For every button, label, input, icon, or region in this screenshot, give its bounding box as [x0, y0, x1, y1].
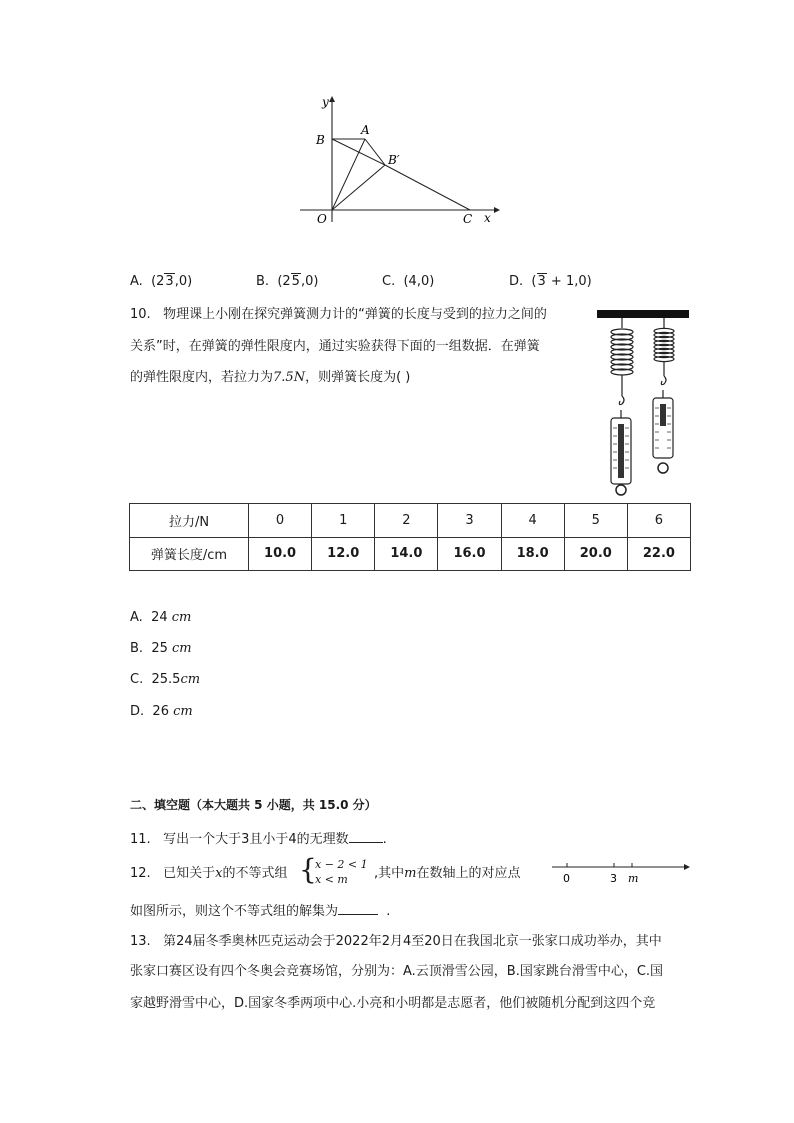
question-text: 写出一个大于3且小于4的无理数 — [163, 832, 349, 847]
option-pre: (2 — [277, 274, 291, 289]
question-text: ，则弹簧长度为( ) — [305, 370, 411, 385]
force-value: 7.5N — [273, 370, 306, 385]
question-text: 第24届冬季奥林匹克运动会于2022年2月4至20日在我国北京一张家口成功举办，其中 — [163, 934, 662, 949]
label-B: B — [316, 133, 325, 147]
question-text: 的不等式组 — [222, 866, 288, 881]
right-spring — [654, 328, 674, 361]
option-letter: A. — [130, 274, 143, 289]
table-cell: 5 — [564, 504, 627, 538]
table-cell: 2 — [375, 504, 438, 538]
option-letter: C. — [382, 274, 396, 289]
table-cell: 22.0 — [627, 537, 690, 571]
row-header-length: 弹簧长度/cm — [130, 537, 249, 571]
option-letter: D. — [509, 274, 524, 289]
table-row — [130, 537, 691, 571]
option-post: ,0) — [300, 274, 319, 289]
q10-line-2: 关系”时，在弹簧的弹性限度内，通过实验获得下面的一组数据．在弹簧 — [130, 339, 540, 354]
q9-option-a — [130, 274, 192, 289]
answer-blank[interactable] — [338, 902, 378, 915]
right-ring — [658, 463, 668, 473]
left-spring — [611, 329, 633, 375]
left-ring — [616, 485, 626, 495]
label-C: C — [463, 212, 473, 226]
q12-line-1b — [374, 865, 520, 883]
option-letter: D. — [130, 704, 145, 719]
q12-line-1 — [130, 865, 287, 883]
option-post: ,0) — [174, 274, 193, 289]
sqrt-radicand: 3 — [537, 274, 546, 289]
table-cell: 0 — [249, 504, 312, 538]
q12-line-2 — [130, 902, 390, 921]
question-number: 13. — [130, 934, 151, 949]
option-letter: C. — [130, 672, 144, 687]
option-post: + 1,0) — [546, 274, 592, 289]
sqrt-radicand: 5 — [291, 274, 300, 289]
support-bar — [597, 310, 689, 318]
option-pre: ( — [531, 274, 537, 289]
sqrt-radicand: 3 — [165, 274, 174, 289]
variable-x: x — [215, 866, 223, 881]
x-axis-arrow — [494, 207, 500, 213]
q10-line-1 — [130, 306, 547, 324]
variable-m: m — [404, 866, 417, 881]
q10-option-c — [130, 672, 200, 687]
q10-option-b — [130, 641, 192, 656]
segment-OA — [332, 139, 365, 210]
table-cell: 16.0 — [438, 537, 501, 571]
option-unit: cm — [180, 672, 201, 687]
label-m: m — [628, 872, 639, 885]
system-brace: { — [299, 853, 317, 886]
number-line-arrow — [684, 864, 690, 870]
spring-data-table — [129, 503, 691, 571]
question-number: 11. — [130, 832, 151, 847]
table-cell: 6 — [627, 504, 690, 538]
segment-AB' — [365, 139, 385, 165]
q10-line-3 — [130, 369, 410, 387]
option-unit: cm — [172, 641, 192, 656]
label-3: 3 — [610, 872, 617, 885]
option-letter: A. — [130, 610, 143, 625]
question-text: 在数轴上的对应点 — [416, 866, 521, 881]
left-scale-window — [618, 424, 624, 478]
option-pre: (2 — [151, 274, 165, 289]
left-hook — [619, 396, 624, 405]
q11-line — [130, 830, 387, 849]
table-cell: 14.0 — [375, 537, 438, 571]
table-cell: 1 — [312, 504, 375, 538]
right-scale-window — [660, 404, 666, 426]
question-end: . — [382, 832, 387, 847]
label-0: 0 — [563, 872, 570, 885]
table-row — [130, 504, 691, 538]
table-cell: 4 — [501, 504, 564, 538]
inequality-2: x < m — [315, 873, 348, 886]
label-O: O — [317, 212, 327, 226]
q13-line-2: 张家口赛区设有四个冬奥会竞赛场馆，分别为：A.云顶滑雪公园，B.国家跳台滑雪中心，C.国 — [130, 964, 664, 979]
table-cell: 18.0 — [501, 537, 564, 571]
table-cell: 10.0 — [249, 537, 312, 571]
label-y: y — [322, 95, 329, 109]
label-Bprime: B′ — [388, 153, 400, 167]
table-cell: 3 — [438, 504, 501, 538]
q9-option-b — [256, 274, 318, 289]
question-text: ,其中 — [374, 866, 405, 881]
segment-OB' — [332, 165, 385, 210]
q10-option-a — [130, 610, 191, 625]
question-text: 的弹性限度内，若拉力为 — [130, 370, 274, 385]
question-text: 已知关于 — [163, 866, 216, 881]
y-axis-arrow — [329, 96, 335, 102]
question-text: 物理课上小刚在探究弹簧测力计的“弹簧的长度与受到的拉力之间的 — [163, 307, 547, 322]
inequality-1: x − 2 < 1 — [315, 858, 368, 871]
q10-option-d — [130, 704, 193, 719]
question-text: 如图所示，则这个不等式组的解集为 — [130, 904, 339, 919]
right-hook — [661, 376, 666, 385]
option-letter: B. — [130, 641, 144, 656]
number-line — [550, 858, 694, 886]
option-unit: cm — [173, 704, 193, 719]
geometry-figure — [296, 92, 506, 232]
question-number: 12. — [130, 866, 151, 881]
answer-blank[interactable] — [349, 830, 383, 843]
segment-B'C — [385, 165, 470, 210]
table-cell: 20.0 — [564, 537, 627, 571]
label-A: A — [361, 123, 370, 137]
row-header-force: 拉力/N — [130, 504, 249, 538]
option-value: 26 — [152, 704, 169, 719]
q9-option-d — [509, 274, 592, 289]
option-value: 25.5 — [151, 672, 181, 687]
option-unit: cm — [171, 610, 192, 625]
q9-option-c — [382, 274, 434, 289]
label-x: x — [484, 211, 491, 225]
section-heading: 二、填空题（本大题共 5 小题，共 15.0 分） — [130, 798, 377, 812]
spring-scale-illustration — [594, 306, 694, 500]
question-number: 10. — [130, 307, 151, 322]
option-value: 24 — [151, 610, 168, 625]
table-cell: 12.0 — [312, 537, 375, 571]
option-letter: B. — [256, 274, 270, 289]
option-pre: (4,0) — [403, 274, 435, 289]
q13-line-3: 家越野滑雪中心，D.国家冬季两项中心.小亮和小明都是志愿者，他们被随机分配到这四个竞 — [130, 996, 656, 1011]
question-end: . — [386, 904, 391, 919]
option-value: 25 — [151, 641, 168, 656]
q13-line-1 — [130, 933, 662, 951]
